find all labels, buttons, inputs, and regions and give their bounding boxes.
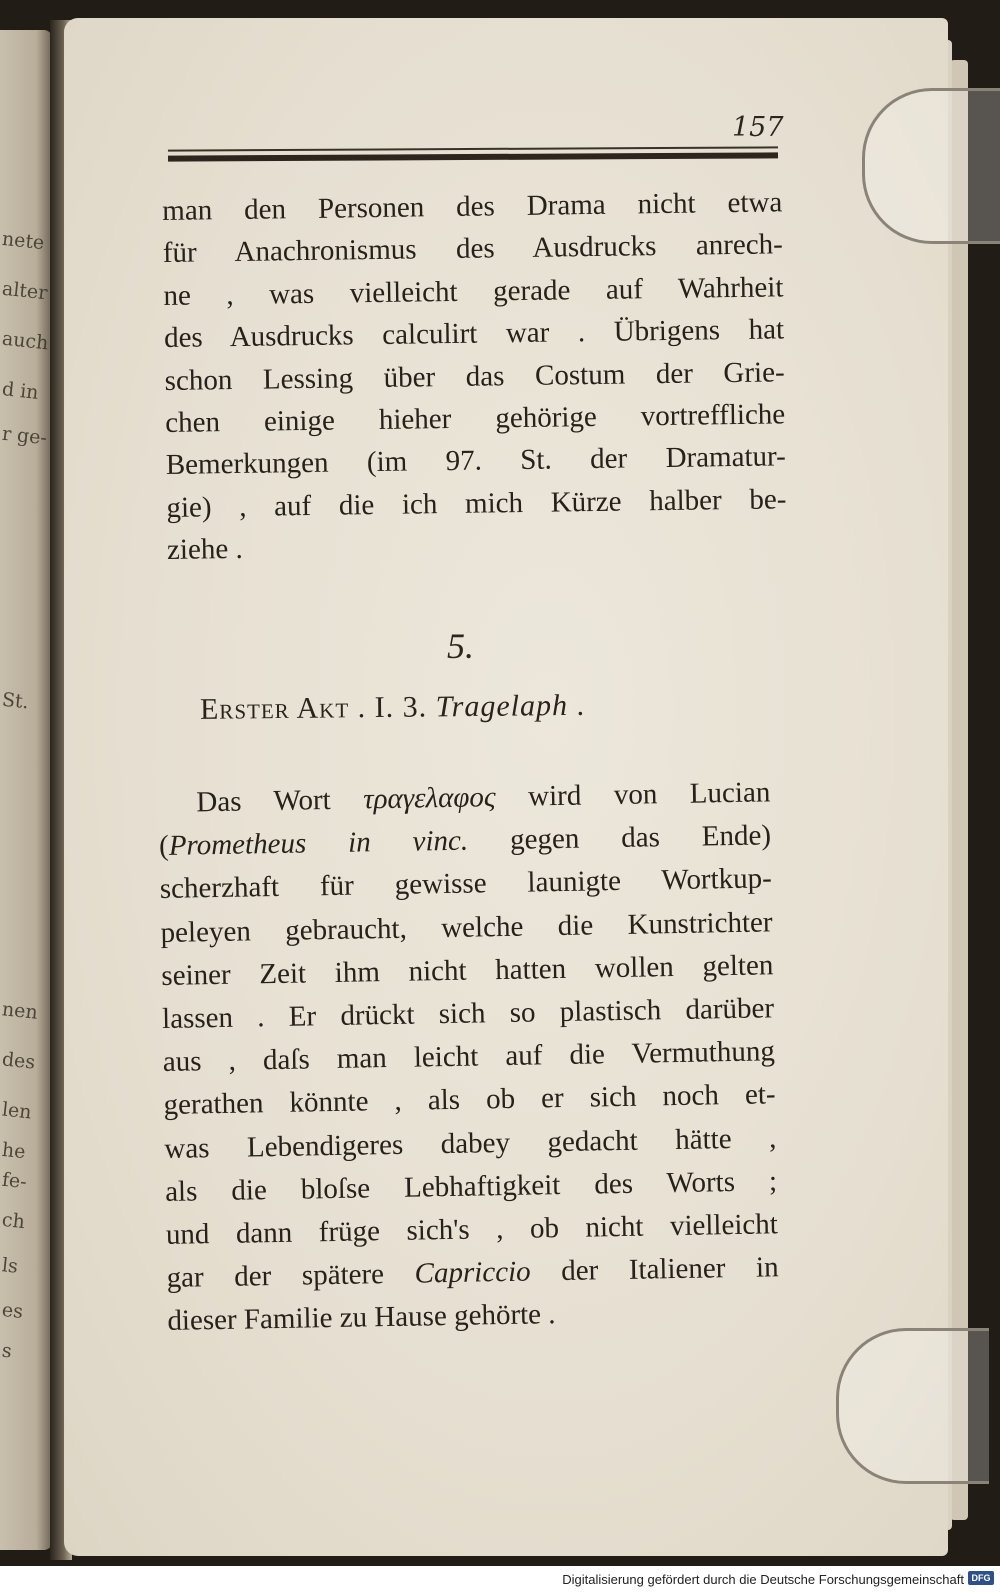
facing-page-text-fragment: r ge- xyxy=(0,422,48,450)
heading-reference: . I. 3. xyxy=(357,690,428,725)
text-segment: peleyen gebraucht, welche die Kunstrichter xyxy=(160,905,773,949)
text-segment: gerathen könnte , als ob er sich noch et- xyxy=(163,1078,776,1122)
heading-end: . xyxy=(576,688,586,722)
text-line: des Ausdrucks calculirt war . Übrigens hat xyxy=(163,313,785,355)
facing-page-text-fragment: des xyxy=(0,1048,37,1074)
text-line: ne , was vielleicht gerade auf Wahrheit xyxy=(163,271,784,312)
text-segment: ( xyxy=(158,830,170,863)
text-segment: Das Wort xyxy=(196,783,364,819)
facing-page-text-fragment: nen xyxy=(0,998,39,1024)
text-line: gie) , auf die ich mich Kürze halber be- xyxy=(166,483,787,524)
text-segment: der Italiener in xyxy=(530,1251,779,1288)
facing-page-text-fragment: he xyxy=(0,1138,27,1164)
italic-text: Capriccio xyxy=(414,1255,531,1290)
heading-act: Erster Akt xyxy=(199,691,350,726)
text-line: Bemerkungen (im 97. St. der Dramatur- xyxy=(165,440,787,482)
text-line: chen einige hieher gehörige vortreffliche xyxy=(165,398,786,440)
dfg-logo: DFG xyxy=(968,1571,994,1585)
facing-page-text-fragment: alter xyxy=(0,277,49,305)
facing-page-text-fragment: St. xyxy=(0,688,30,714)
text-line: ziehe . xyxy=(166,533,243,567)
facing-page-text-fragment: fe- xyxy=(0,1168,28,1194)
text-line: man den Personen des Drama nicht etwa xyxy=(162,186,783,227)
text-segment: aus , daſs man leicht auf die Vermuthung xyxy=(162,1035,776,1079)
facing-page-text-fragment: ls xyxy=(0,1254,19,1278)
facing-page-text-fragment: auch xyxy=(0,327,50,355)
section-heading xyxy=(200,687,740,727)
text-segment: als die bloſse Lebhaftigkeit des Worts ; xyxy=(164,1165,778,1208)
text-line: schon Lessing über das Costum der Grie- xyxy=(164,355,785,397)
text-segment: lassen . Er drückt sich so plastisch darüber xyxy=(161,992,775,1035)
paragraph-continuation xyxy=(162,181,787,571)
text-segment: gar der spätere xyxy=(166,1257,415,1295)
footer-bar xyxy=(0,1566,1000,1592)
paragraph-tragelaph xyxy=(158,771,780,1343)
footer-credit: Digitalisierung gefördert durch die Deutsche Forschungsgemeinschaft xyxy=(562,1572,964,1587)
facing-page-text-fragment: ch xyxy=(0,1208,26,1234)
heading-title: Tragelaph xyxy=(435,688,569,724)
page-number: 157 xyxy=(732,112,784,143)
facing-page-text-fragment: nete xyxy=(0,227,46,255)
page-clip-bottom xyxy=(836,1328,989,1484)
text-segment: dieser Familie zu Hause gehörte . xyxy=(167,1298,556,1338)
page-edge-stack xyxy=(950,60,968,1520)
facing-page-text-fragment: s xyxy=(0,1339,13,1363)
text-segment: seiner Zeit ihm nicht hatten wollen gelten xyxy=(161,949,774,992)
text-segment: gegen das Ende) xyxy=(467,819,772,857)
facing-page-text-fragment: es xyxy=(0,1298,25,1324)
text-segment: scherzhaft für gewisse launigte Wortkup- xyxy=(159,862,773,906)
facing-page-text-fragment: len xyxy=(0,1098,33,1124)
italic-text: τραγελαφος xyxy=(362,781,496,816)
text-segment: wird von Lucian xyxy=(495,776,771,814)
page-clip-top xyxy=(862,88,1000,244)
facing-page-text-fragment: d in xyxy=(0,378,40,404)
facing-page-edge xyxy=(0,30,52,1550)
text-segment: was Lebendigeres dabey gedacht hätte , xyxy=(164,1121,777,1165)
text-line: für Anachronismus des Ausdrucks anrech- xyxy=(162,228,784,270)
italic-text: Prometheus in vinc. xyxy=(168,824,469,863)
section-number: 5. xyxy=(447,626,474,666)
text-segment: und dann früge sich's , ob nicht vielleicht xyxy=(165,1208,779,1251)
